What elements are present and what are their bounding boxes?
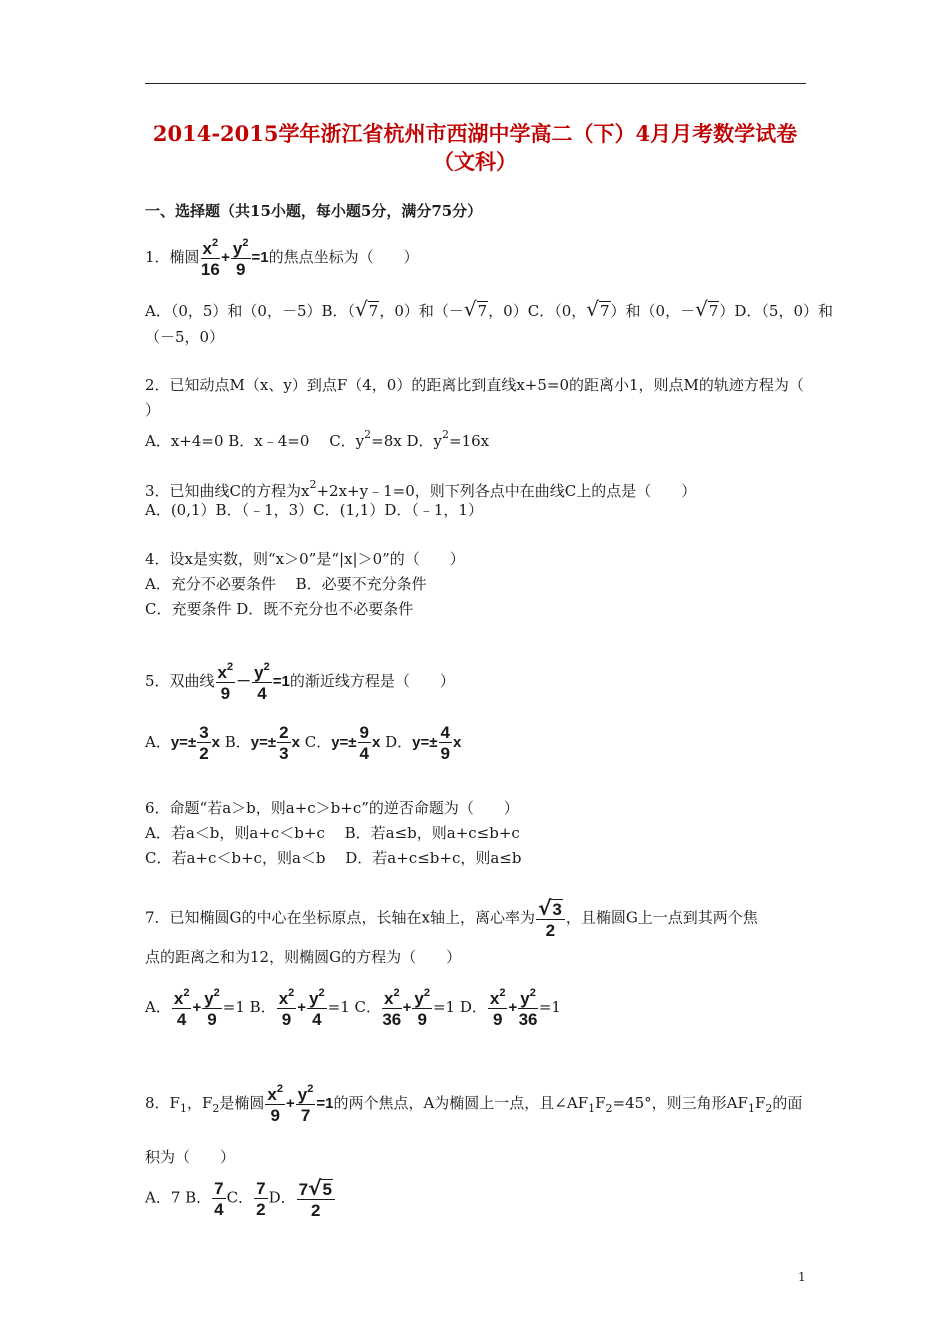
question-2-options: A．x+4=0 B．x﹣4=0 C．$y^2=8x$ D．$y^2=16x$ [145, 428, 490, 450]
exam-title: 2014-2015学年浙江省杭州市西湖中学高二（下）4月月考数学试卷 [152, 121, 798, 146]
question-4-options-cd: C．充要条件 D．既不充分也不必要条件 [145, 600, 414, 618]
question-4-options-ab: A．充分不必要条件 B．必要不充分条件 [145, 575, 427, 593]
exam-subtitle: （文科） [433, 149, 517, 174]
page-number: 1 [798, 1270, 806, 1284]
question-3-options: A．(0,1）B．（﹣1，3）C．(1,1）D．（﹣1，1） [145, 501, 483, 519]
question-3-stem: 3．已知曲线C的方程为$x^2+2x+y﹣1=0$，则下列各点中在曲线C上的点是（ ） [145, 478, 697, 500]
header-rule [145, 83, 806, 84]
question-5-stem: 5．双曲线 $\frac{x^2}{9}$ － $\frac{y^2}{4}$ =1的渐近线方程是（ ） [145, 661, 455, 703]
question-4-stem: 4．设x是实数，则“x＞0”是“|x|＞0”的（ ） [145, 550, 465, 568]
question-2-stem: 2．已知动点M（x、y）到点F（4，0）的距离比到直线x+5=0的距离小1，则点M的轨迹方程为（ [145, 376, 804, 394]
question-7-stem: 7．已知椭圆G的中心在坐标原点，长轴在x轴上，离心率为 $\frac{√3}{2}$ ，且椭圆G上一点到其两个焦 [145, 896, 758, 940]
question-6-stem: 6．命题“若a＞b，则a+c＞b+c”的逆否命题为（ ） [145, 799, 519, 817]
question-7-stem-cont: 点的距离之和为12，则椭圆G的方程为（ ） [145, 948, 462, 966]
question-7-options: A． $\frac{x^2}{4}$ + $\frac{y^2}{9}$ =1 B． $\frac{x^2}{9}$ + $\frac{y^2}{4}$ =1 C． $\frac{x^2}{36}$ + $\frac{y^2}{9}$ =1 D． $\frac{x^2}{9}$ + $\frac{y^2}{36}$ =1 [145, 987, 561, 1029]
question-5-options: A．y=± $\frac{3}{2}$ x B．y=± $\frac{2}{3}$ x C．y=± $\frac{9}{4}$ x D．y=± $\frac{4}{9}$ x [145, 723, 462, 763]
question-8-stem-cont: 积为（ ） [145, 1148, 236, 1166]
question-1-options-cont: （－5，0） [145, 328, 225, 346]
question-6-options-ab: A．若a＜b，则a+c＜b+c B．若a≤b，则a+c≤b+c [145, 824, 520, 842]
question-6-options-cd: C．若a+c＜b+c，则a＜b D．若a+c≤b+c，则a≤b [145, 849, 522, 867]
question-1-options: A．（0，5）和（0，－5）B．（√7，0）和（－√7，0）C．（0，√7）和（0，－√7）D．（5，0）和 [145, 297, 834, 321]
question-8-stem: 8．$F_1$，$F_2$是椭圆 $\frac{x^2}{9}$ + $\frac{y^2}{7}$ =1的两个焦点，A为椭圆上一点，且$\angle AF_1F_2=45^\circ$，则三角形$AF_1F_2$的面 [145, 1083, 803, 1125]
question-2-stem-cont: ） [145, 401, 161, 419]
question-8-options: A．7 B． $\frac{7}{4}$ C． $\frac{7}{2}$ D． $\frac{7√5}{2}$ [145, 1178, 336, 1219]
section-heading: 一、选择题（共15小题，每小题5分，满分75分） [145, 202, 483, 220]
question-1-stem: 1．椭圆 $\frac{x^2}{16}$ + $\frac{y^2}{9}$ =1的焦点坐标为（ ） [145, 237, 419, 279]
